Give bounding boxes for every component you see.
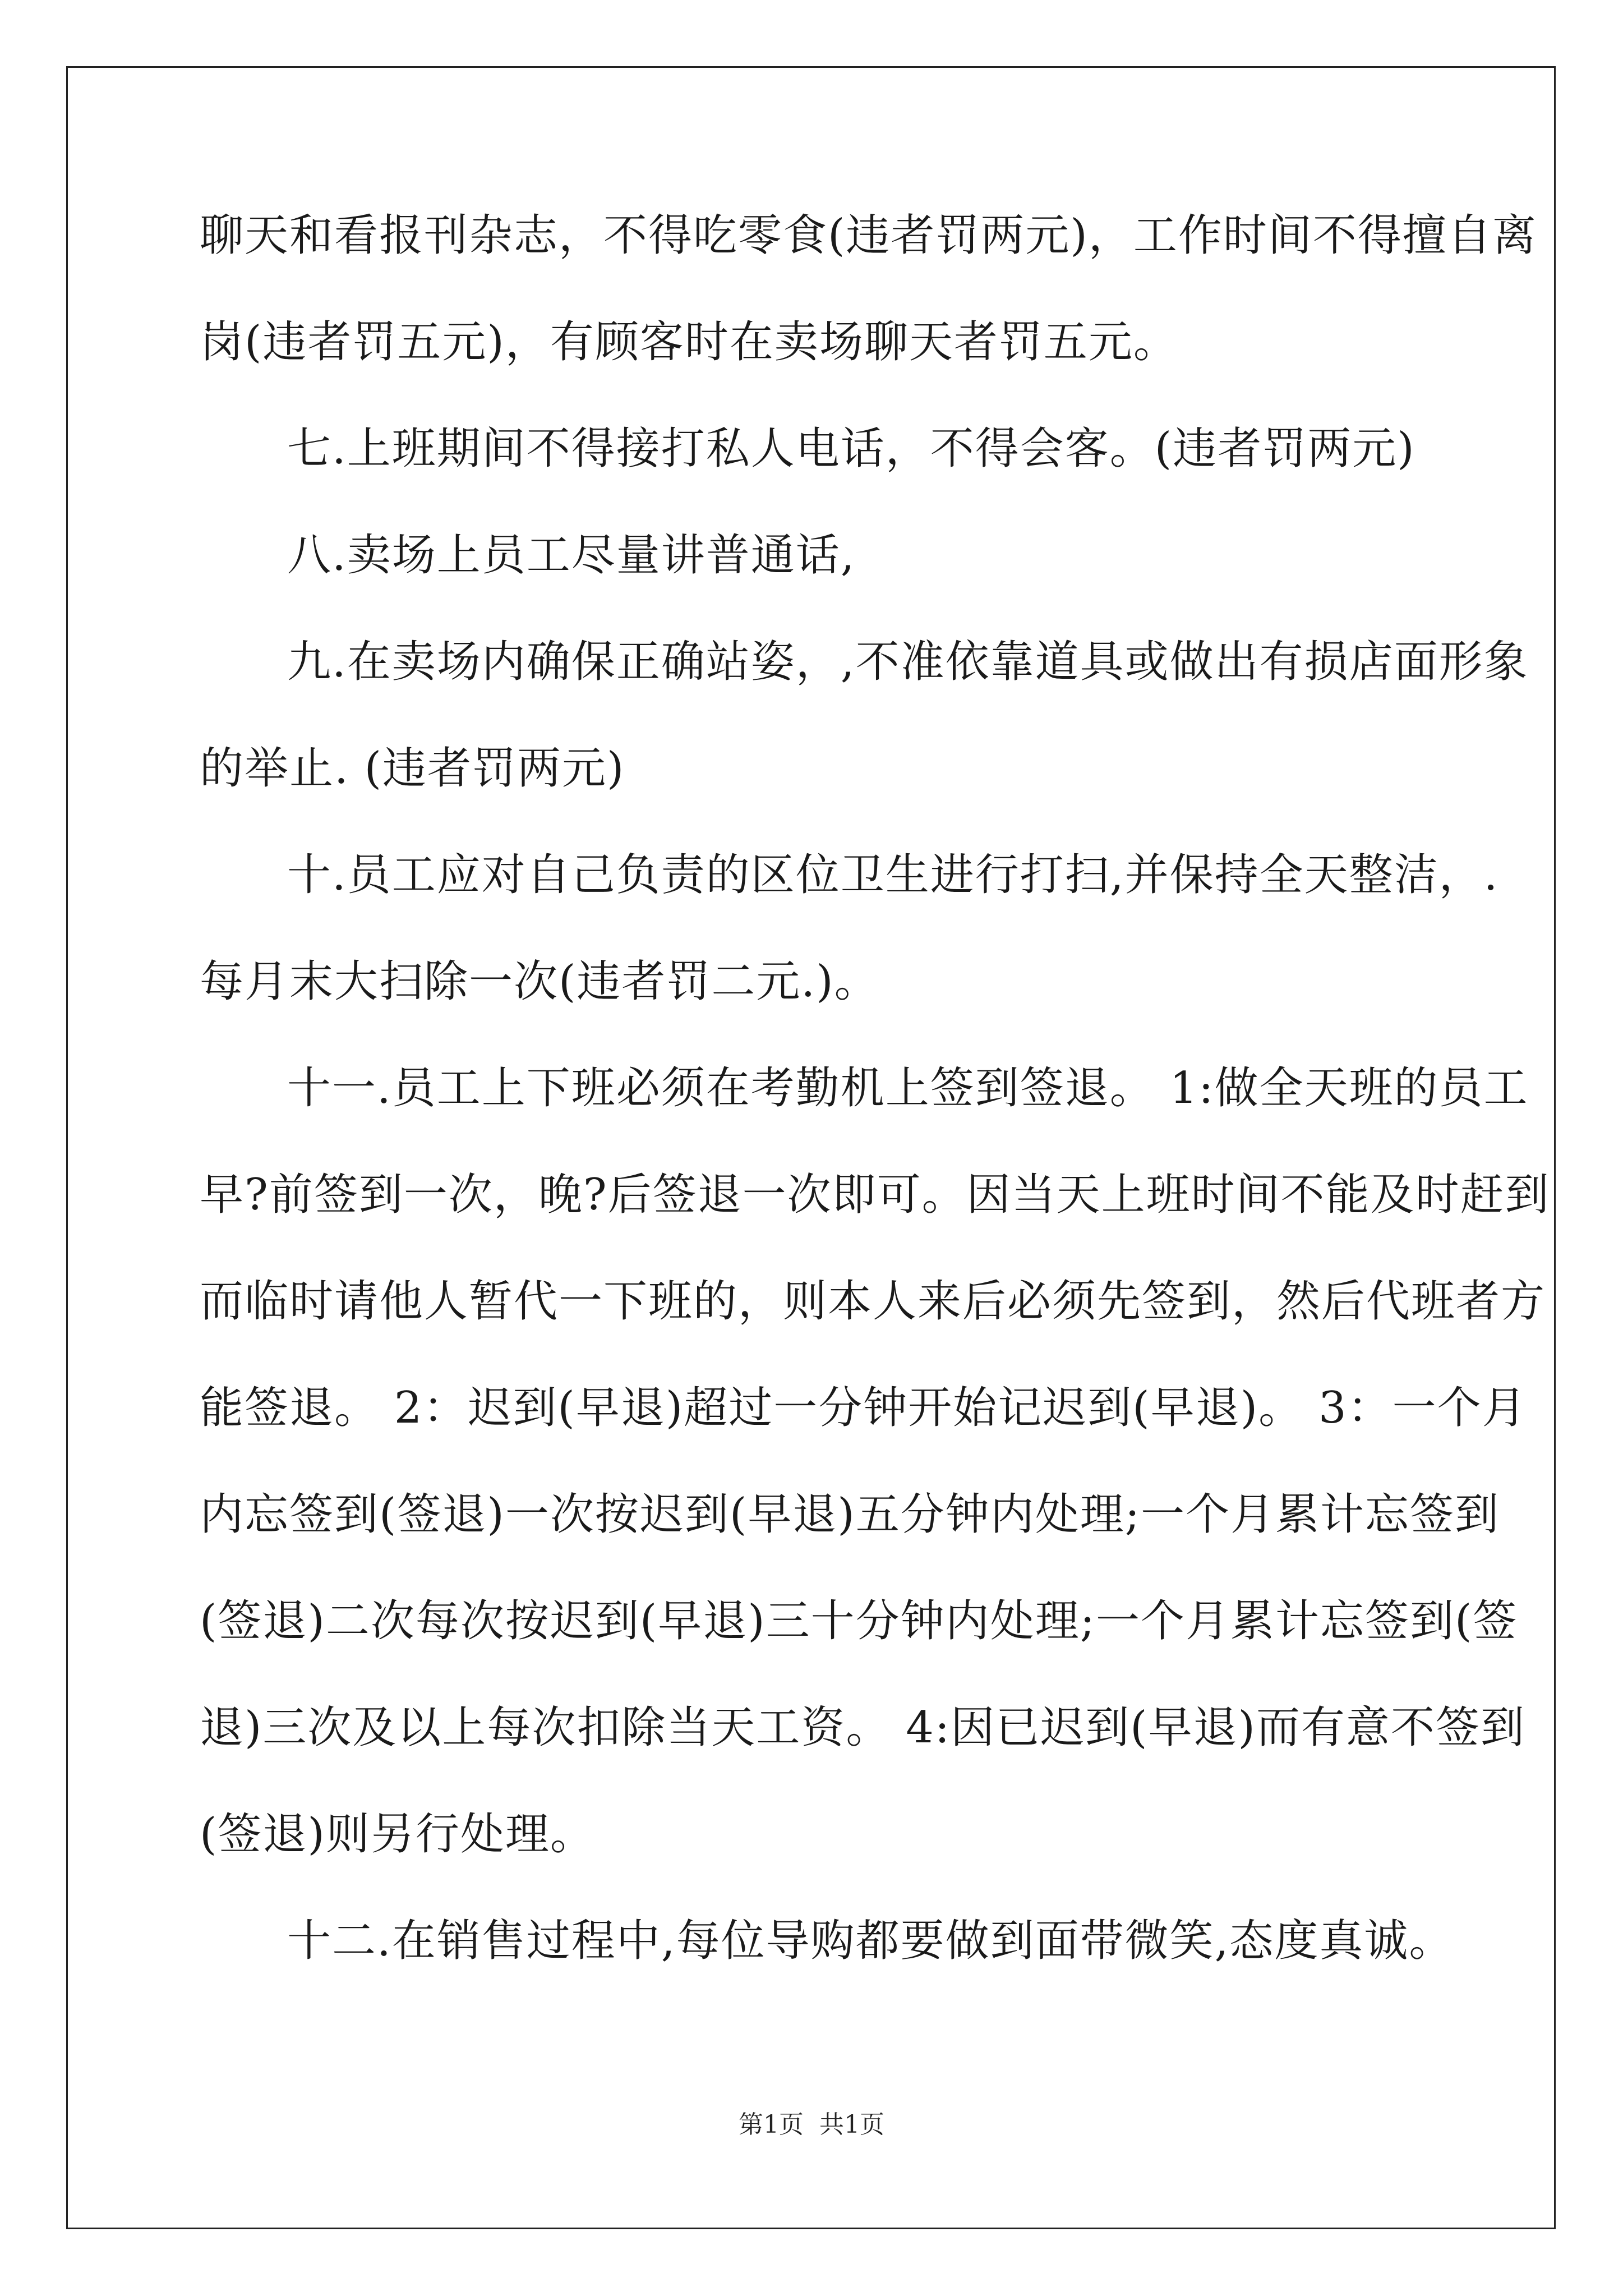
text-line: 聊天和看报刊杂志，不得吃零食(违者罚两元)，工作时间不得擅自离 xyxy=(200,210,1537,261)
text-line: 岗(违者罚五元)，有顾客时在卖场聊天者罚五元。 xyxy=(200,317,1178,367)
page-footer xyxy=(0,2108,1623,2142)
text-line: 十一.员工上下班必须在考勤机上签到签退。 1:做全天班的员工 xyxy=(287,1063,1529,1114)
text-line: 内忘签到(签退)一次按迟到(早退)五分钟内处理;一个月累计忘签到 xyxy=(200,1489,1500,1540)
text-line: (签退)二次每次按迟到(早退)三十分钟内处理;一个月累计忘签到(签 xyxy=(200,1596,1518,1646)
text-line: 而临时请他人暂代一下班的，则本人来后必须先签到，然后代班者方 xyxy=(200,1276,1546,1327)
page-total: 共1页 xyxy=(819,2110,884,2139)
text-line: 七.上班期间不得接打私人电话，不得会客。(违者罚两元) xyxy=(287,424,1415,474)
text-line: 能签退。 2：迟到(早退)超过一分钟开始记迟到(早退)。 3：一个月 xyxy=(200,1383,1527,1433)
text-line: 每月末大扫除一次(违者罚二元.)。 xyxy=(200,956,879,1007)
text-line: 退)三次及以上每次扣除当天工资。 4:因已迟到(早退)而有意不签到 xyxy=(200,1703,1525,1753)
text-line: 八.卖场上员工尽量讲普通话, xyxy=(287,530,856,581)
text-line: 十二.在销售过程中,每位导购都要做到面带微笑,态度真诚。 xyxy=(287,1916,1454,1966)
text-line: 早?前签到一次，晚?后签退一次即可。因当天上班时间不能及时赶到 xyxy=(200,1170,1550,1220)
text-line: 九.在卖场内确保正确站姿，,不准依靠道具或做出有损店面形象 xyxy=(287,637,1529,687)
page-border xyxy=(66,66,1556,2229)
text-line: (签退)则另行处理。 xyxy=(200,1809,595,1860)
page-number: 第1页 xyxy=(739,2110,804,2139)
text-line: 的举止. (违者罚两元) xyxy=(200,743,625,794)
text-line: 十.员工应对自己负责的区位卫生进行打扫,并保持全天整洁，. xyxy=(287,850,1499,900)
